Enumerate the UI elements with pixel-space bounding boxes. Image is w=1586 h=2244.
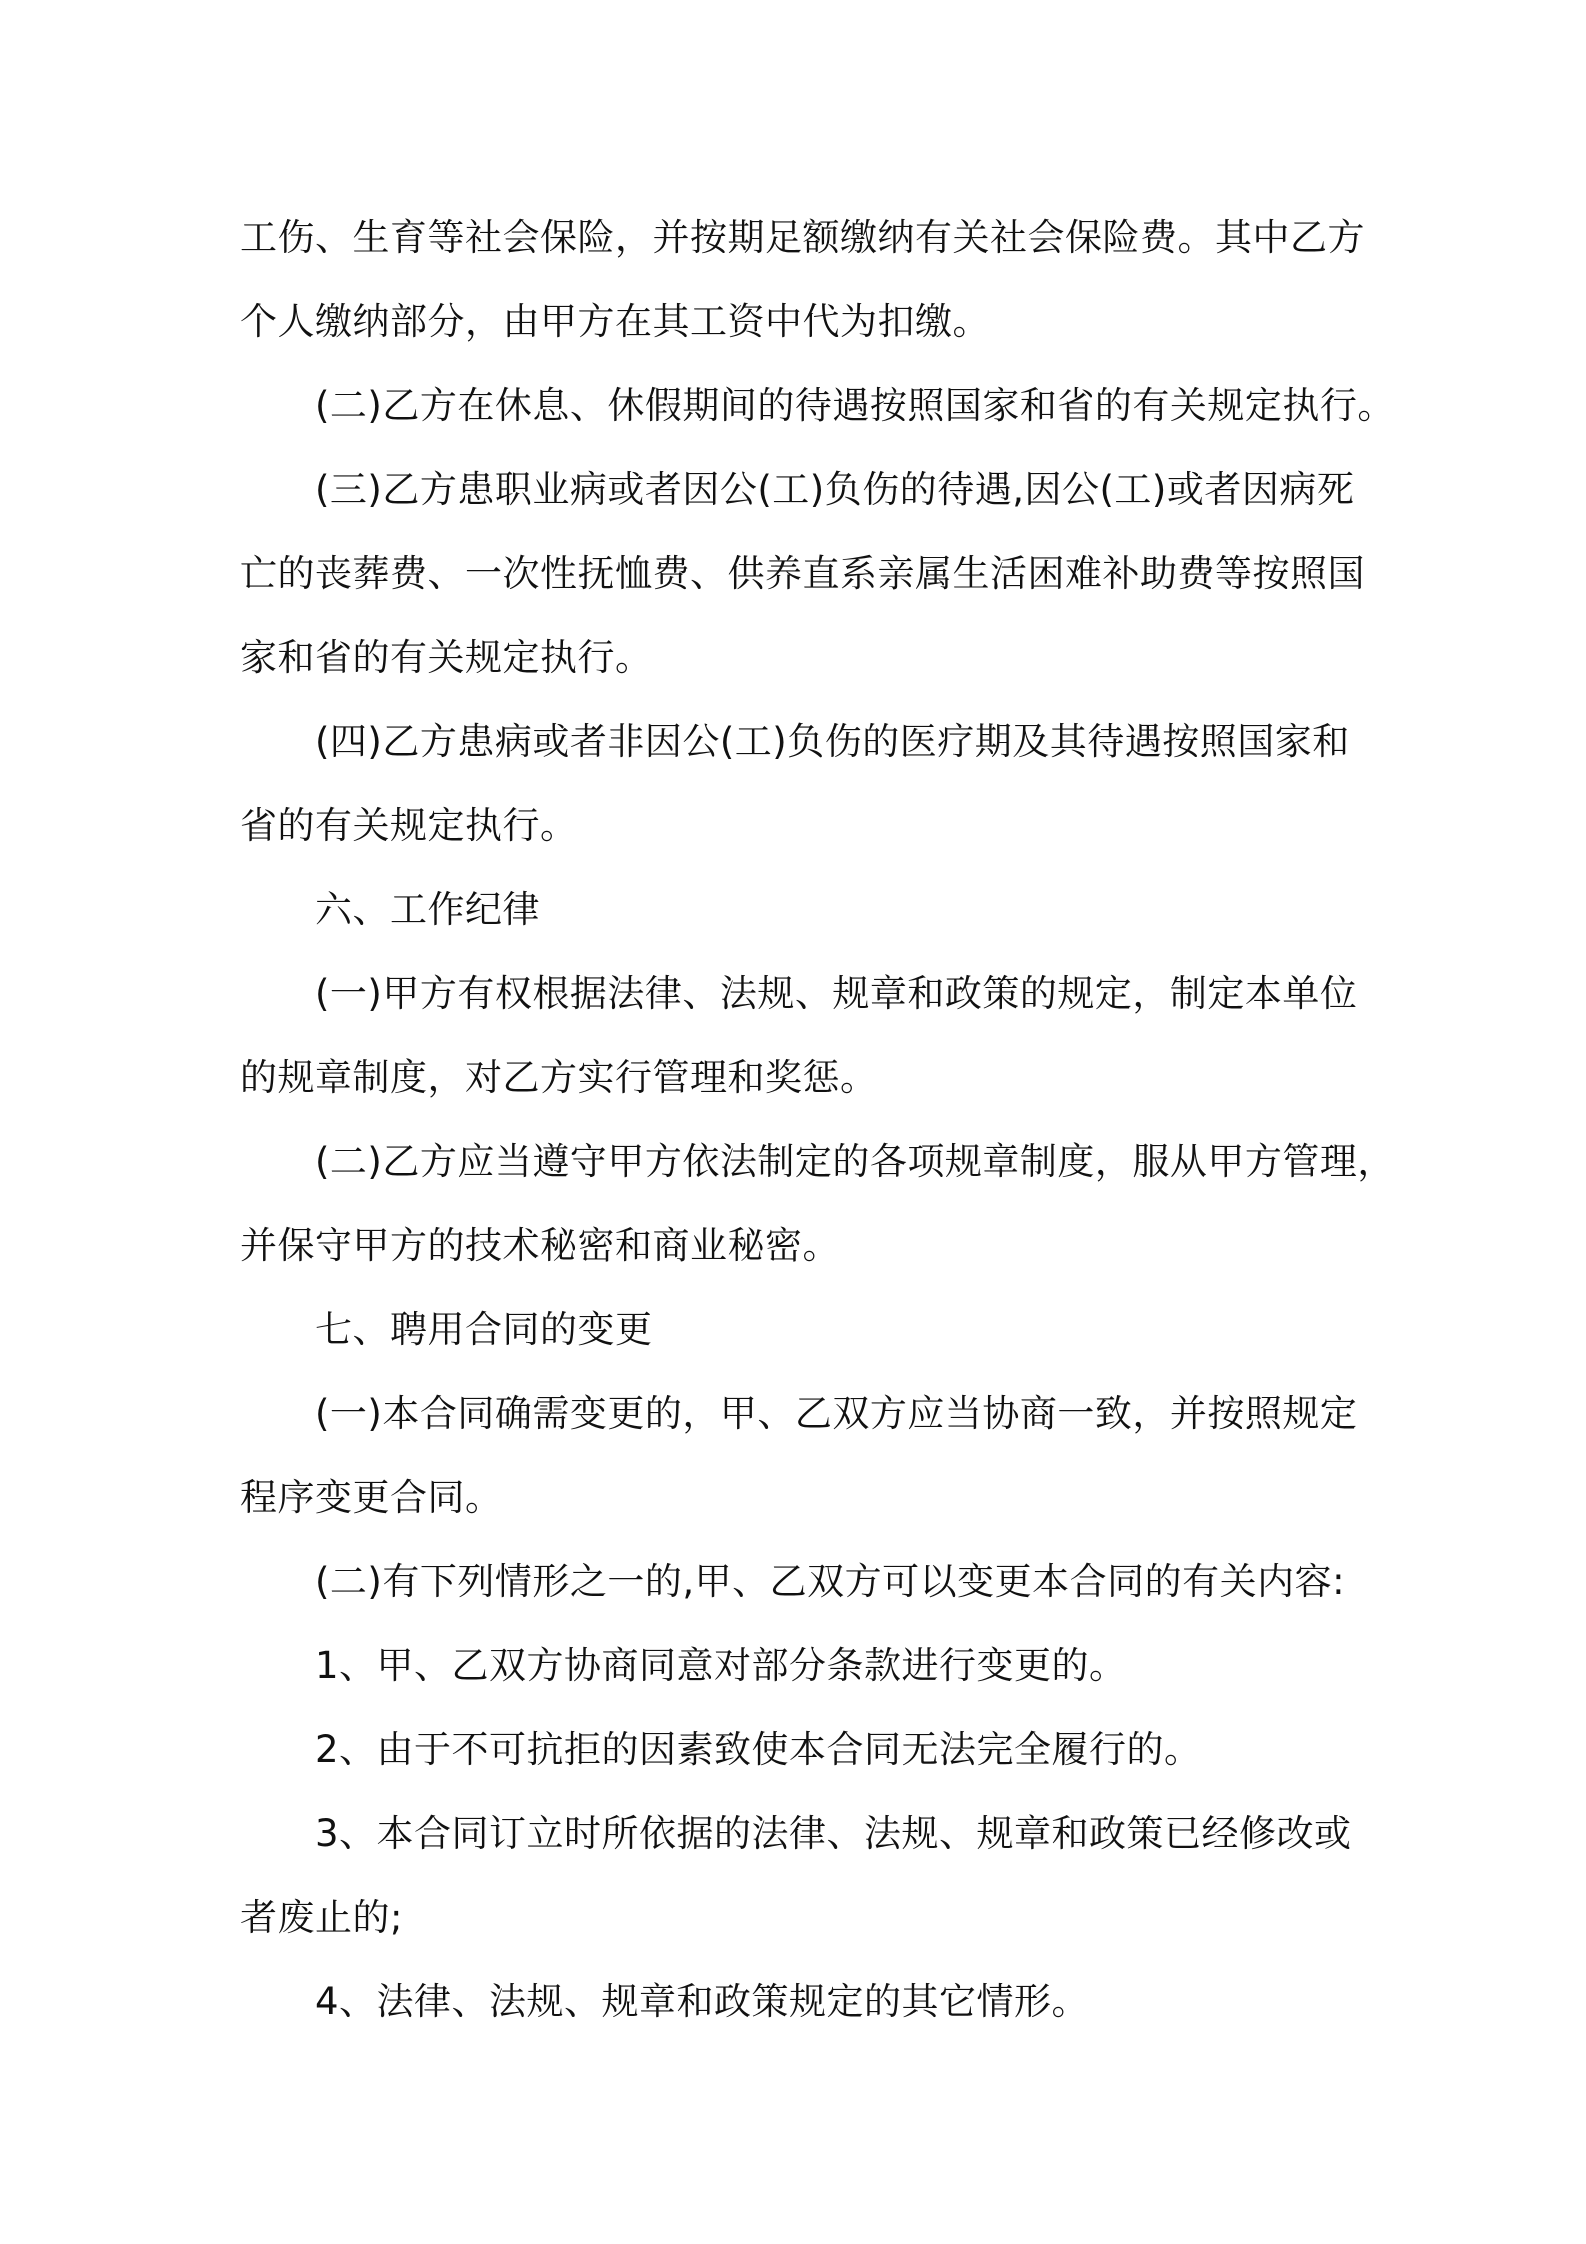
body-line-15: (一)本合同确需变更的，甲、乙双方应当协商一致，并按照规定	[315, 1392, 1358, 1435]
body-line-1: 工伤、生育等社会保险，并按期足额缴纳有关社会保险费。其中乙方	[240, 216, 1365, 259]
section-heading-contract-change: 七、聘用合同的变更	[315, 1308, 653, 1351]
body-line-7: (四)乙方患病或者非因公(工)负伤的医疗期及其待遇按照国家和	[315, 720, 1350, 763]
body-line-5: 亡的丧葬费、一次性抚恤费、供养直系亲属生活困难补助费等按照国	[240, 552, 1365, 595]
body-line-10: (一)甲方有权根据法律、法规、规章和政策的规定，制定本单位	[315, 972, 1358, 1015]
body-line-2: 个人缴纳部分，由甲方在其工资中代为扣缴。	[240, 300, 990, 343]
list-item-1: 1、甲、乙双方协商同意对部分条款进行变更的。	[315, 1644, 1127, 1687]
body-line-12: (二)乙方应当遵守甲方依法制定的各项规章制度，服从甲方管理，	[315, 1140, 1395, 1183]
body-line-4: (三)乙方患职业病或者因公(工)负伤的待遇,因公(工)或者因病死	[315, 468, 1355, 511]
body-line-8: 省的有关规定执行。	[240, 804, 578, 847]
list-item-3-continued: 者废止的;	[240, 1896, 403, 1939]
list-item-2: 2、由于不可抗拒的因素致使本合同无法完全履行的。	[315, 1728, 1202, 1771]
list-item-4: 4、法律、法规、规章和政策规定的其它情形。	[315, 1980, 1090, 2023]
body-line-6: 家和省的有关规定执行。	[240, 636, 653, 679]
list-item-3: 3、本合同订立时所依据的法律、法规、规章和政策已经修改或	[315, 1812, 1352, 1855]
body-line-13: 并保守甲方的技术秘密和商业秘密。	[240, 1224, 840, 1267]
body-line-16: 程序变更合同。	[240, 1476, 503, 1519]
document-body	[240, 196, 1395, 2044]
body-line-11: 的规章制度，对乙方实行管理和奖惩。	[240, 1056, 878, 1099]
body-line-3: (二)乙方在休息、休假期间的待遇按照国家和省的有关规定执行。	[315, 384, 1395, 427]
section-heading-work-discipline: 六、工作纪律	[315, 888, 540, 931]
body-line-17: (二)有下列情形之一的,甲、乙双方可以变更本合同的有关内容:	[315, 1560, 1346, 1603]
